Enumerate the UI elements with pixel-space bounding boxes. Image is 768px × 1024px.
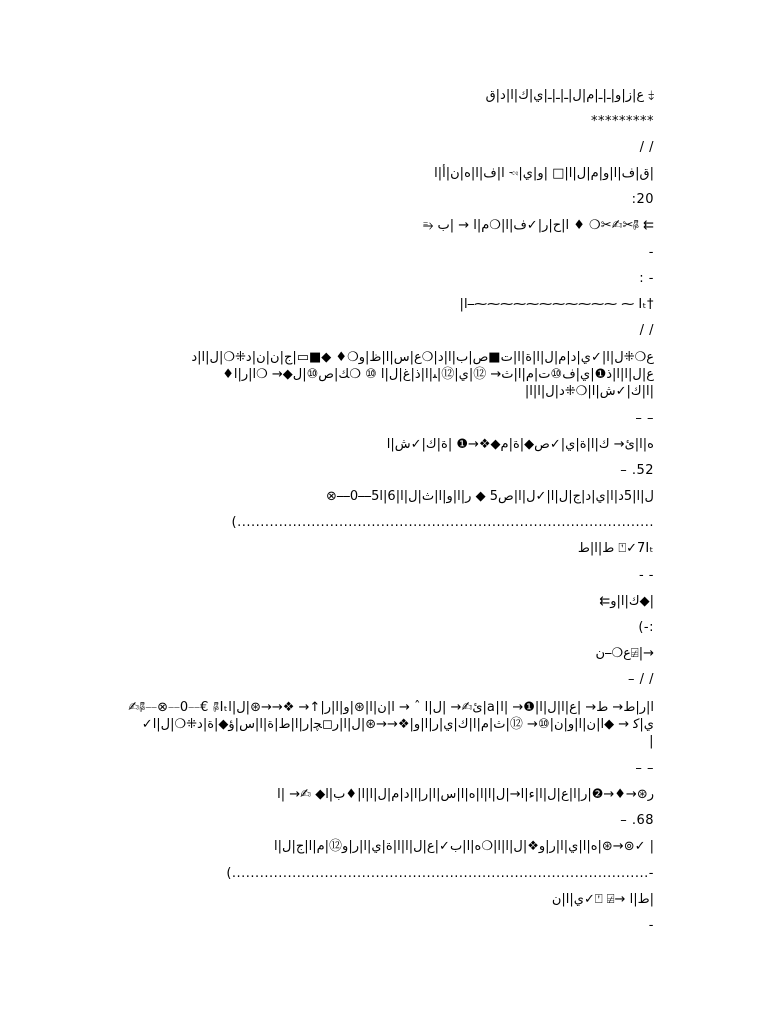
doc-line-25: ✍🖗⎯⎯⊗⎯⎯0⎯⎯€ 🖗Iₜﺉ✍→ |ل|ا ˆ → ا|ن|ا|⊛|و|ا|ر|↑→ ❖→→⊛|ل|ا|a|ا|ر|ط→ ط→ |ع|ا|ل|ا|❶→ |ا — [128, 700, 654, 715]
doc-line-21: ⇇ك|ا|و◆| — [599, 594, 654, 609]
doc-line-20: - - — [638, 568, 654, 583]
doc-line-14: – – — [635, 411, 654, 426]
doc-line-31: ه|ا|ي|ا|ر|و❖|ل|ا|ا|❍ه|ا|ب✓|ع|ل|ا|ا|ة|ي|ا|ر|و⑫|م|ا|ج|ل|ا|⊛→⊚✓ | — [274, 839, 654, 854]
doc-line-29: ر⊛→♦→❷|ر|ا|ع|ل|ا|ء|ا→|ل|ا|ا|ه|ا|س|ا|ر|ا|د|م|ل|ا|ا|♦ب|ا◆ ✍→ |ا — [277, 787, 654, 802]
paragraph-2 — [114, 699, 654, 750]
doc-line-12: ♦ع|ل|ا|ا|ذ❶|ي|ف⑩ت|م|ا|ث→ ⑫|ي|⑫|ﯩ|ا|ذ|غ|ل|ا ⑩ ❍ﻚ|ص⑩|ل◆→ ❍ا|ر|ا — [222, 367, 654, 382]
doc-line-1: ع|ز|و|ـ|ـ|م|ل|ـ|ـ|ـ|ي|ك|ا|د|ق ⤈ — [485, 88, 654, 103]
doc-line-7: - — [648, 245, 654, 260]
doc-line-15: ه|ا|ئ→ ك|ا|ة|ي|✓ص◆|ة|م◆❖→❶ |ة|ك|✓ش|ا — [386, 437, 654, 452]
doc-line-19: ط|ا|ط ⍞✓7Iₜ — [577, 541, 654, 556]
doc-line-13: |ا|ك|✓ش|ا|❍⁜د|ل|ا|ا| — [524, 384, 654, 399]
doc-line-5: :20 — [631, 192, 654, 207]
doc-line-32: (..........................................................................................- — [226, 866, 654, 881]
doc-line-26: ✓ي|ﮐ → ◆ا|ن|ا|و|ن|⑩→ ⑫|ث|م|ا|ك|ي|ر|ا|و|❖→→⊛|ل|ا|ر◻ﭽ|ر|ا|ط|ة|ا|س|ؤ◆|ة|د⁜❍|ل|ا — [141, 717, 654, 732]
doc-line-9: |ا⎯⁓⁓⁓⁓⁓⁓⁓⁓⁓⁓⁓ ⁓ Iₜ† — [459, 297, 654, 312]
doc-line-16: – .52 — [620, 463, 654, 478]
doc-line-11: ﻉ❍⁜ل|ا|✓ي|د|م|ل|ا|ة|ا|ت■ص|ب|ا|د|❍ع|س|ا|ظ|و❍♦ ◆■▭|ج|ن|ن|د⁜❍|ل|ا|د — [191, 350, 654, 365]
doc-line-17: ⊗⎯⎯0⎯⎯5ل|ا|5د|ا|ي|د|ج|ل|ا|✓ل|ا|ص5 ◆ ر|ا|و|ا|ث|ل|ا|6|ا — [325, 489, 654, 504]
doc-line-24: – / / — [627, 672, 654, 687]
doc-line-27: | — [649, 734, 654, 749]
doc-line-6: ⥱ ا|ح|ر|✓ف|ا|❍م|ا → |ب ♦ ❍✂✍✂🖗 ⇇ — [422, 218, 654, 233]
doc-line-3: / / — [639, 140, 654, 155]
doc-line-34: - — [648, 918, 654, 933]
doc-line-18: (.......................................................................................... — [231, 515, 654, 530]
doc-line-28: – – — [635, 761, 654, 776]
paragraph-1 — [114, 349, 654, 400]
doc-line-4: ق|ف|ا|و|م|ل|ا|□ |و|ي|🖘 ا|ف|ا|ه|ن|أ|ا| — [434, 166, 654, 181]
doc-line-8: : - — [639, 271, 654, 286]
doc-line-30: – .68 — [620, 813, 654, 828]
doc-line-2: ********* — [591, 114, 654, 129]
doc-line-10: / / — [639, 323, 654, 338]
doc-line-23: ﻉ❍⎯ن⍯|→ — [595, 646, 654, 661]
doc-line-33: ي|ا|ن✓⍞ ⍯→ ط|ا| — [551, 892, 654, 907]
doc-line-22: (-: — [638, 620, 654, 635]
